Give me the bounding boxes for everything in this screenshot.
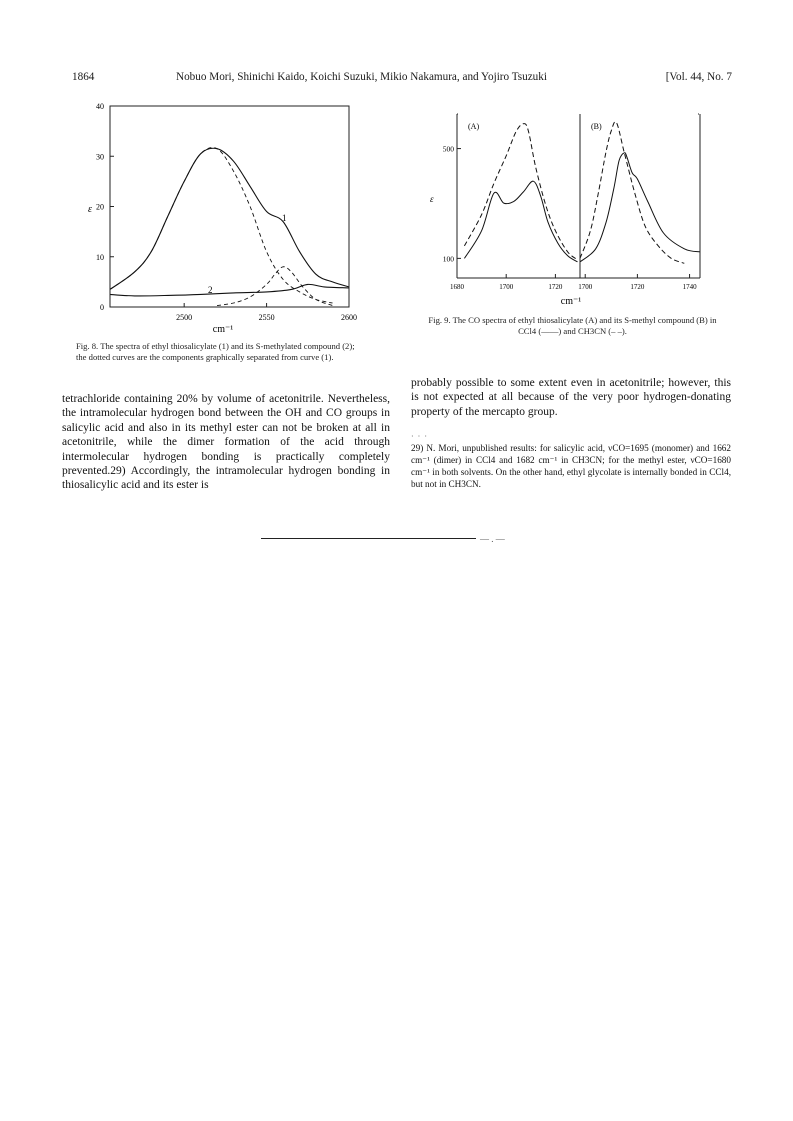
fig9-x-tick-label: 1720 <box>548 283 563 291</box>
fig9-x-tick-label: 1700 <box>499 283 514 291</box>
fig9-panel-a-series-ccl4 <box>464 181 577 262</box>
figure-9-chart <box>424 104 714 312</box>
fig8-series-component-2 <box>110 147 333 303</box>
figure-8-caption: Fig. 8. The spectra of ethyl thiosalicylate (1) and its S-methylated compound (2); the dotted curves are the components graphically separated from curve (1). <box>76 341 355 362</box>
panel-b-label: (B) <box>591 122 602 131</box>
fig8-y-tick-label: 40 <box>96 102 104 111</box>
fig9-xlabel: cm⁻¹ <box>560 296 582 307</box>
fig8-y-tick-label: 30 <box>96 152 104 162</box>
fig8-y-tick-label: 20 <box>96 202 104 212</box>
fig8-ylabel: ε <box>88 204 92 215</box>
fig9-panel-b-series-ch3cn <box>580 122 684 264</box>
footnote-separator: · · · <box>411 432 428 441</box>
author-line: Nobuo Mori, Shinichi Kaido, Koichi Suzuki, Mikio Nakamura, and Yojiro Tsuzuki <box>176 71 547 83</box>
fig9-x-tick-label: 1700 <box>578 283 593 291</box>
fig8-x-tick-label: 2600 <box>341 313 357 322</box>
body-text-left <box>62 392 390 493</box>
fig9-y-tick-label: 500 <box>442 144 454 154</box>
footnote <box>411 442 731 490</box>
body-text-right <box>411 376 731 419</box>
fig8-y-tick-label: 0 <box>100 303 104 312</box>
end-rule-tail: — . — <box>480 534 505 544</box>
panel-a-label: (A) <box>468 122 480 131</box>
fig8-y-tick-label: 10 <box>96 252 104 262</box>
fig8-x-tick-label: 2550 <box>258 313 275 322</box>
fig9-ylabel: ε <box>430 194 434 204</box>
paragraph: tetrachloride containing 20% by volume of acetonitrile. Nevertheless, the intramolecular hydrogen bond between the OH and CO groups in salicylic acid and also in its methyl ester can not be broken at all in acetonitrile, while the dimer formation of the acid through intermolecular hydrogen bonding is practically completely prevented.29) Accordingly, the intramolecular hydrogen bonding in thiosalicylic acid and its ester is <box>62 393 390 492</box>
fig9-panel-a-series-ch3cn <box>464 124 577 260</box>
paragraph: probably possible to some extent even in acetonitrile; however, this is not expected at all because of the very poor hydrogen-donating property of the mercapto group. <box>411 377 731 418</box>
fig8-curve-label-1: 1 <box>282 213 287 223</box>
fig8-series-component-3 <box>217 267 332 306</box>
fig8-series-1 <box>110 148 349 289</box>
fig8-curve-label-2: 2 <box>208 285 213 295</box>
running-header <box>72 71 732 85</box>
volume-label: [Vol. 44, No. 7 <box>665 71 732 83</box>
page-number: 1864 <box>72 71 95 83</box>
footnote-29: 29) N. Mori, unpublished results: for salicylic acid, νCO=1695 (monomer) and 1662 cm⁻¹ (dimer) in CCl4 and 1682 cm⁻¹ in CH3CN; for the methyl ester, νCO=1680 cm⁻¹ in both solvents. On the other hand, ethyl glycolate is internally bonded in CCl4, but not in CH3CN. <box>411 443 731 489</box>
fig9-panel-b-series-ccl4 <box>580 153 700 262</box>
fig8-xlabel: cm⁻¹ <box>212 324 234 335</box>
figure-9-caption: Fig. 9. The CO spectra of ethyl thiosalicylate (A) and its S-methyl compound (B) in CCl4 (——) and CH3CN (– –). <box>428 315 717 336</box>
end-rule <box>261 538 476 539</box>
fig8-series-2 <box>110 284 349 296</box>
fig9-x-tick-label: 1720 <box>630 283 645 291</box>
fig9-x-tick-label: 1740 <box>682 283 697 291</box>
fig8-x-tick-label: 2500 <box>176 313 193 322</box>
fig9-x-tick-label: 1680 <box>450 283 464 291</box>
fig9-y-tick-label: 100 <box>442 254 454 264</box>
figure-8-chart <box>68 96 368 340</box>
